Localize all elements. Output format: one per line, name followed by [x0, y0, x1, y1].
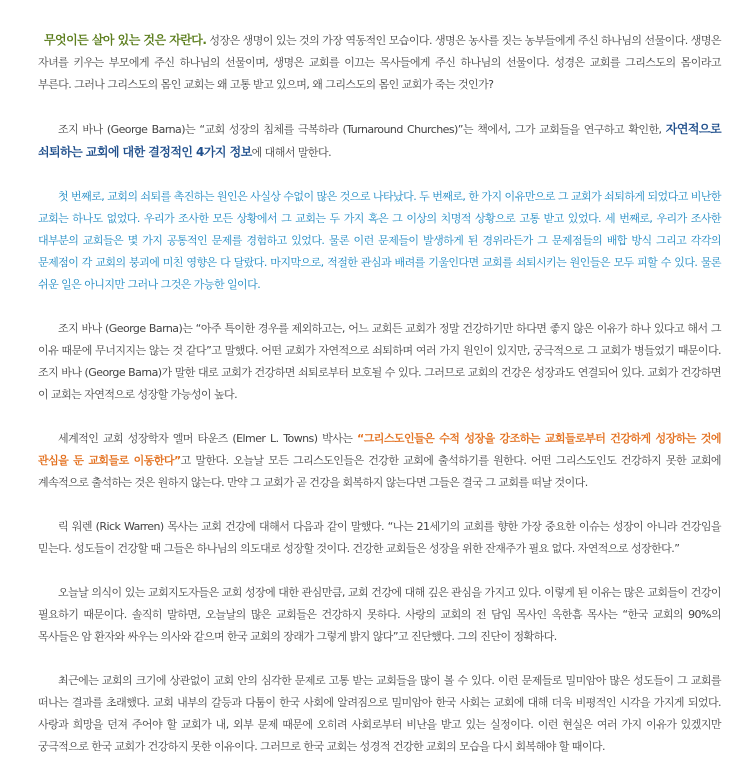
paragraph-text: 세계적인 교회 성장학자 엘머 타운즈 (Elmer L. Towns) 박사는	[58, 432, 358, 445]
paragraph-text: 성장은 생명이 있는 것의 가장 역동적인 모습이다. 생명은 농사를 짓는 농부들에게 주신 하나님의 선물이다. 생명은 자녀를 키우는 부모에게 주신 하나님의 선물이며, 생명은 교회를 이끄는 목사들에게 주신 하나님의 선물이다. 성경은 교회를 그리스도의 몸이라고 부른다. 그러나 그리스도의 몸인 교회는 왜 고통 받고 있으며, 왜 그리스도의 몸인 교회가 죽는 것인가?	[38, 34, 721, 91]
paragraph-towns	[38, 428, 721, 494]
highlight-orange: “그리스도인들은 수적 성장을 강조하는 교회들로부터 건강하게 성장하는 것에 관심을 둔 교회들로 이동한다”	[38, 432, 721, 467]
paragraph-text-after: 에 대해서 말한다.	[251, 146, 332, 159]
paragraph-text: 조지 바나 (George Barna)는 “교회 성장의 침체를 극복하라 (Turnaround Churches)”는 책에서, 그가 교회들을 연구하고 확인한,	[58, 123, 666, 136]
highlight-blue: 자연적으로 쇠퇴하는 교회에 대한 결정적인 4가지 정보	[38, 122, 721, 159]
paragraph-leaders: 오늘날 의식이 있는 교회지도자들은 교회 성장에 대한 관심만큼, 교회 건강에 대해 깊은 관심을 가지고 있다. 이렇게 된 이유는 많은 교회들이 건강이 필요하기 때문이다. 솔직히 말하면, 오늘날의 많은 교회들은 건강하지 못하다. 사랑의 교회의 전 담임 목사인 옥한흠 목사는 “한국 교회의 90%의 목사들은 암 환자와 싸우는 의사와 같으며 한국 교회의 장래가 그렇게 밝지 않다”고 진단했다. 그의 진단이 정확하다.	[38, 586, 721, 643]
paragraph-text-after: 고 말한다. 오늘날 모든 그리스도인들은 건강한 교회에 출석하기를 원한다. 어떤 그리스도인도 건강하지 못한 교회에 계속적으로 출석하는 것은 원하지 않는다. 만약 그 교회가 곧 건강을 회복하지 않는다면 그들은 결국 그 교회를 떠날 것이다.	[38, 454, 721, 489]
paragraph-barna-book	[38, 118, 721, 164]
article-body	[38, 29, 721, 780]
paragraph-warren: 릭 워렌 (Rick Warren) 목사는 교회 건강에 대해서 다음과 같이 말했다. “나는 21세기의 교회를 향한 가장 중요한 이슈는 성장이 아니라 건강임을 믿는다. 성도들이 건강할 때 그들은 하나님의 의도대로 성장할 것이다. 건강한 교회들은 성장을 위한 잔재주가 필요 없다. 자연적으로 성장한다.”	[38, 520, 721, 555]
paragraph-recent: 최근에는 교회의 크기에 상관없이 교회 안의 심각한 문제로 고통 받는 교회들을 많이 볼 수 있다. 이런 문제들로 밀미암아 많은 성도들이 그 교회를 떠나는 결과를 초래했다. 교회 내부의 갈등과 다툼이 한국 사회에 알려짐으로 밀미암아 한국 사회는 교회에 대해 더욱 비평적인 시각을 가지게 되었다. 사랑과 희망을 던져 주어야 할 교회가 내, 외부 문제 때문에 오히려 사회로부터 비난을 받고 있는 실정이다. 이런 현실은 여러 가지 이유가 있겠지만 궁극적으로 한국 교회가 건강하지 못한 이유이다. 그러므로 한국 교회는 성경적 건강한 교회의 모습을 다시 회복해야 할 때이다.	[38, 674, 721, 753]
paragraph-intro	[38, 29, 721, 96]
highlight-green: 무엇이든 살아 있는 것은 자란다.	[44, 33, 207, 47]
paragraph-barna-quote: 조지 바나 (George Barna)는 “아주 특이한 경우를 제외하고는, 어느 교회든 교회가 정말 건강하기만 하다면 좋지 않은 이유가 하나 있다고 해서 그 이유 때문에 무너지지는 않는 것 같다”고 말했다. 어떤 교회가 자연적으로 쇠퇴하며 여러 가지 원인이 있지만, 궁극적으로 그 교회가 병들었기 때문이다. 조지 바나 (George Barna)가 말한 대로 교회가 건강하면 쇠퇴로부터 보호될 수 있다. 그러므로 교회의 건강은 성장과도 연결되어 있다. 교회가 건강하면 이 교회는 자연적으로 성장할 가능성이 높다.	[38, 322, 721, 401]
paragraph-four-points: 첫 번째로, 교회의 쇠퇴를 촉진하는 원인은 사실상 수없이 많은 것으로 나타났다. 두 번째로, 한 가지 이유만으로 그 교회가 쇠퇴하게 되었다고 비난한 교회는 하나도 없었다. 우리가 조사한 모든 상황에서 그 교회는 두 가지 혹은 그 이상의 치명적 상황으로 고통 받고 있었다. 세 번째로, 우리가 조사한 대부분의 교회들은 몇 가지 공통적인 문제를 경험하고 있었다. 물론 이런 문제들이 발생하게 된 경위라든가 그 문제점들의 배합 방식 그리고 각각의 문제점이 각 교회의 붕괴에 미친 영향은 다 달랐다. 마지막으로, 적절한 관심과 배려를 기울인다면 교회를 쇠퇴시키는 원인들은 모두 피할 수 있다. 물론 쉬운 일은 아니지만 그러나 그것은 가능한 일이다.	[38, 190, 721, 291]
